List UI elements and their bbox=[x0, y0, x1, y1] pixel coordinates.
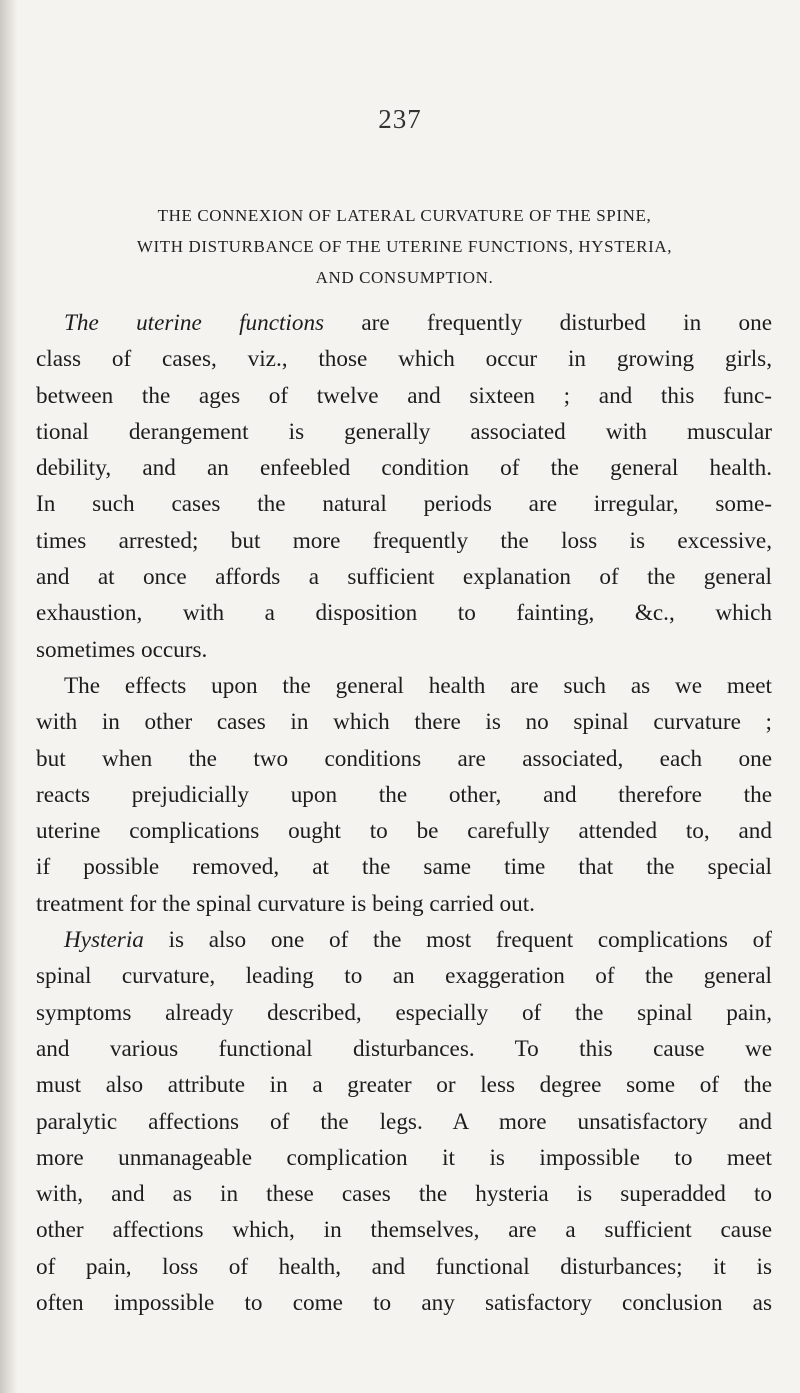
text-line: if possible removed, at the same time that the special bbox=[36, 854, 772, 881]
text-line: uterine complications ought to be carefully attended to, and bbox=[36, 818, 772, 845]
italic-phrase: Hysteria bbox=[64, 927, 144, 954]
text-line: symptoms already described, especially of the spinal pain, bbox=[36, 999, 772, 1026]
text-line: must also attribute in a greater or less degree some of the bbox=[36, 1072, 772, 1099]
text-line bbox=[36, 305, 772, 341]
line-rest: are frequently disturbed in one bbox=[324, 310, 773, 336]
text-line: reacts prejudicially upon the other, and therefore the bbox=[36, 781, 772, 808]
italic-phrase: The uterine functions bbox=[64, 310, 325, 336]
text-line: but when the two conditions are associated, each one bbox=[36, 745, 772, 772]
text-line: sometimes occurs. bbox=[36, 636, 208, 663]
text-line: of pain, loss of health, and functional disturbances; it is bbox=[36, 1253, 772, 1280]
text-line: times arrested; but more frequently the loss is excessive, bbox=[36, 527, 772, 554]
section-heading bbox=[38, 200, 771, 293]
text-line: spinal curvature, leading to an exaggeration of the general bbox=[36, 963, 772, 990]
text-line: and at once affords a sufficient explanation of the general bbox=[36, 564, 772, 591]
text-line: tional derangement is generally associated with muscular bbox=[36, 418, 772, 445]
page-gutter-shadow bbox=[0, 0, 18, 1393]
body-text bbox=[36, 305, 772, 1321]
text-line: with, and as in these cases the hysteria is superadded to bbox=[36, 1181, 772, 1208]
page-number: 237 bbox=[378, 104, 422, 134]
text-line bbox=[36, 922, 772, 958]
line-rest: is also one of the most frequent complications of bbox=[143, 927, 772, 954]
text-line: often impossible to come to any satisfactory conclusion as bbox=[36, 1290, 772, 1317]
text-line: debility, and an enfeebled condition of the general health. bbox=[36, 455, 772, 482]
heading-line: WITH DISTURBANCE OF THE UTERINE FUNCTIONS, HYSTERIA, bbox=[136, 237, 673, 256]
text-line: more unmanageable complication it is impossible to meet bbox=[36, 1144, 772, 1171]
text-line: In such cases the natural periods are irregular, some- bbox=[36, 491, 772, 518]
heading-line: THE CONNEXION OF LATERAL CURVATURE OF THE SPINE, bbox=[157, 206, 652, 225]
text-line: paralytic affections of the legs. A more unsatisfactory and bbox=[36, 1108, 772, 1135]
text-line: with in other cases in which there is no spinal curvature ; bbox=[36, 709, 772, 736]
heading-line: AND CONSUMPTION. bbox=[315, 268, 494, 287]
text-line: and various functional disturbances. To this cause we bbox=[36, 1035, 772, 1062]
text-line: The effects upon the general health are such as we meet bbox=[64, 672, 772, 699]
text-line: class of cases, viz., those which occur in growing girls, bbox=[36, 346, 772, 373]
text-line: between the ages of twelve and sixteen ; and this func- bbox=[36, 382, 772, 409]
text-line: other affections which, in themselves, are a sufficient cause bbox=[36, 1217, 772, 1244]
text-line: exhaustion, with a disposition to fainting, &c., which bbox=[36, 600, 772, 627]
text-line: treatment for the spinal curvature is being carried out. bbox=[36, 890, 535, 917]
